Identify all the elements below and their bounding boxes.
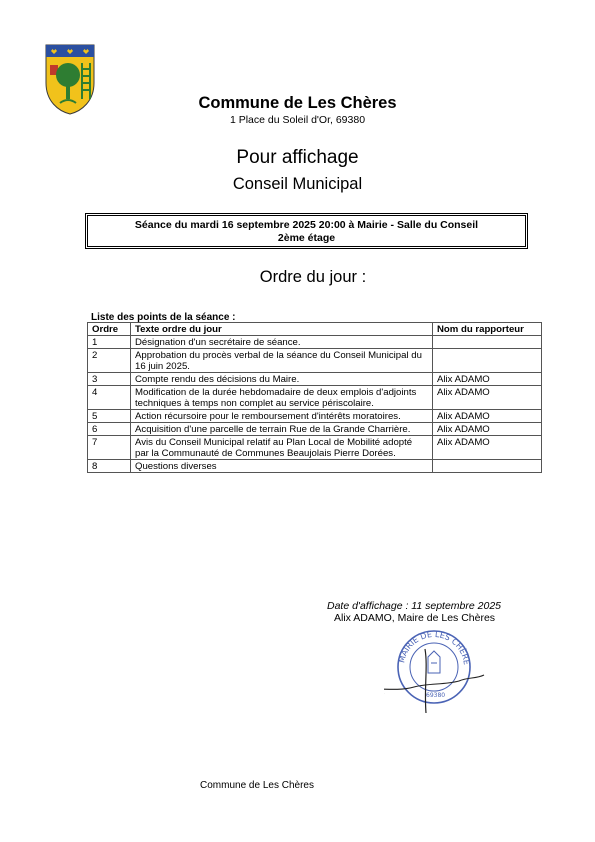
organization-address: 1 Place du Soleil d'Or, 69380 xyxy=(229,114,366,126)
row-order: 2 xyxy=(88,349,131,373)
column-header-order: Ordre xyxy=(88,323,131,336)
row-reporter: Alix ADAMO xyxy=(433,423,542,436)
table-row xyxy=(88,386,542,410)
table-row xyxy=(88,373,542,386)
row-text: Approbation du procès verbal de la séance du Conseil Municipal du 16 juin 2025. xyxy=(131,349,433,373)
agenda-list-caption: Liste des points de la séance : xyxy=(91,312,236,323)
posting-date: Date d'affichage : 11 septembre 2025 xyxy=(327,600,502,612)
document-subtitle: Conseil Municipal xyxy=(232,175,363,193)
row-reporter: Alix ADAMO xyxy=(433,410,542,423)
svg-text:69380: 69380 xyxy=(426,692,446,699)
row-reporter xyxy=(433,336,542,349)
session-info-box xyxy=(87,215,526,247)
row-reporter: Alix ADAMO xyxy=(433,436,542,460)
row-reporter xyxy=(433,349,542,373)
svg-text:MAIRIE DE LES CHÈRES: MAIRIE DE LES CHÈRE xyxy=(397,629,471,666)
table-header-row xyxy=(88,323,542,336)
row-reporter: Alix ADAMO xyxy=(433,386,542,410)
table-row xyxy=(88,423,542,436)
row-order: 7 xyxy=(88,436,131,460)
row-order: 4 xyxy=(88,386,131,410)
row-order: 8 xyxy=(88,460,131,473)
document-title: Pour affichage xyxy=(236,147,359,168)
row-reporter: Alix ADAMO xyxy=(433,373,542,386)
row-text: Compte rendu des décisions du Maire. xyxy=(131,373,433,386)
row-order: 1 xyxy=(88,336,131,349)
row-text: Désignation d'un secrétaire de séance. xyxy=(131,336,433,349)
official-stamp-icon xyxy=(384,627,494,717)
session-floor-line: 2ème étage xyxy=(277,231,336,244)
row-text: Acquisition d'une parcelle de terrain Rue de la Grande Charrière. xyxy=(131,423,433,436)
organization-name: Commune de Les Chères xyxy=(198,94,397,112)
row-order: 5 xyxy=(88,410,131,423)
row-text: Action récursoire pour le remboursement d'intérêts moratoires. xyxy=(131,410,433,423)
agenda-heading: Ordre du jour : xyxy=(259,268,367,286)
table-row xyxy=(88,336,542,349)
row-text: Avis du Conseil Municipal relatif au Plan Local de Mobilité adopté par la Communauté de Communes Beaujolais Pierre Dorées. xyxy=(131,436,433,460)
column-header-text: Texte ordre du jour xyxy=(131,323,433,336)
row-text: Questions diverses xyxy=(131,460,433,473)
row-order: 6 xyxy=(88,423,131,436)
table-row xyxy=(88,460,542,473)
row-reporter xyxy=(433,460,542,473)
column-header-reporter: Nom du rapporteur xyxy=(433,323,542,336)
signatory-name: Alix ADAMO, Maire de Les Chères xyxy=(334,612,496,624)
row-text: Modification de la durée hebdomadaire de deux emplois d'adjoints techniques à temps non complet au service périscolaire. xyxy=(131,386,433,410)
table-row xyxy=(88,410,542,423)
table-row xyxy=(88,349,542,373)
page-footer: Commune de Les Chères xyxy=(200,780,314,791)
session-date-line: Séance du mardi 16 septembre 2025 20:00 à Mairie - Salle du Conseil xyxy=(134,219,479,231)
agenda-table xyxy=(87,322,542,473)
row-order: 3 xyxy=(88,373,131,386)
table-row xyxy=(88,436,542,460)
